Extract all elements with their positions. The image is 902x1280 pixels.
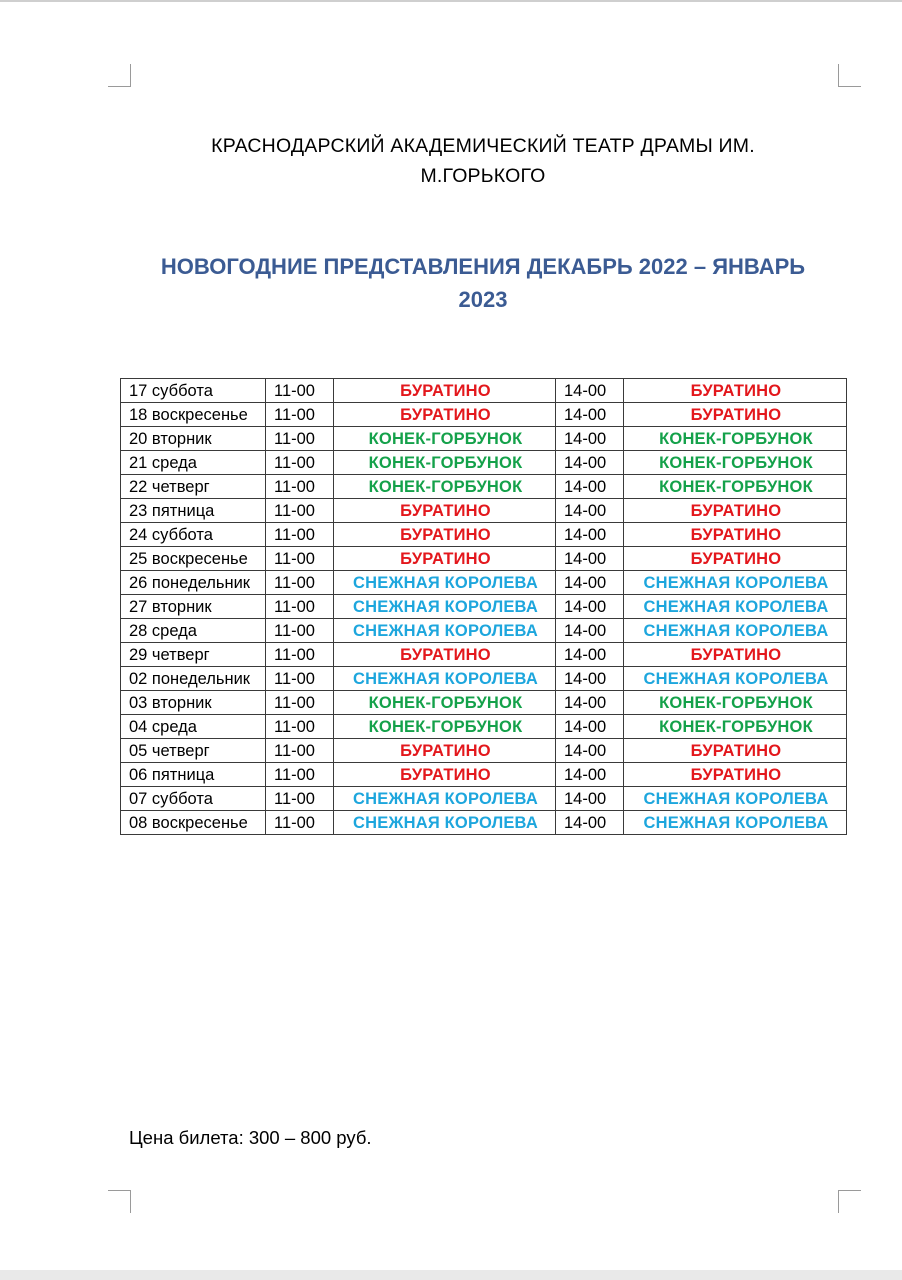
table-row <box>121 547 847 571</box>
table-row <box>121 451 847 475</box>
time-cell-morning: 11-00 <box>266 595 334 619</box>
show-cell-afternoon: БУРАТИНО <box>624 763 847 787</box>
show-cell-afternoon: СНЕЖНАЯ КОРОЛЕВА <box>624 787 847 811</box>
margin-mark-bottom-left <box>108 1190 131 1213</box>
time-cell-morning: 11-00 <box>266 667 334 691</box>
time-cell-afternoon: 14-00 <box>556 475 624 499</box>
time-cell-afternoon: 14-00 <box>556 427 624 451</box>
show-cell-afternoon: СНЕЖНАЯ КОРОЛЕВА <box>624 619 847 643</box>
show-cell-morning: БУРАТИНО <box>334 739 556 763</box>
show-cell-morning: СНЕЖНАЯ КОРОЛЕВА <box>334 667 556 691</box>
table-row <box>121 763 847 787</box>
time-cell-afternoon: 14-00 <box>556 619 624 643</box>
time-cell-morning: 11-00 <box>266 811 334 835</box>
show-cell-afternoon: БУРАТИНО <box>624 499 847 523</box>
time-cell-afternoon: 14-00 <box>556 739 624 763</box>
time-cell-morning: 11-00 <box>266 739 334 763</box>
show-cell-afternoon: БУРАТИНО <box>624 643 847 667</box>
show-cell-afternoon: БУРАТИНО <box>624 547 847 571</box>
table-row <box>121 739 847 763</box>
page-title-line2: 2023 <box>458 287 508 312</box>
table-row <box>121 643 847 667</box>
show-cell-morning: СНЕЖНАЯ КОРОЛЕВА <box>334 595 556 619</box>
show-cell-afternoon: БУРАТИНО <box>624 739 847 763</box>
table-row <box>121 475 847 499</box>
show-cell-afternoon: БУРАТИНО <box>624 379 847 403</box>
table-row <box>121 667 847 691</box>
table-row <box>121 691 847 715</box>
show-cell-morning: СНЕЖНАЯ КОРОЛЕВА <box>334 619 556 643</box>
time-cell-afternoon: 14-00 <box>556 547 624 571</box>
table-row <box>121 379 847 403</box>
time-cell-morning: 11-00 <box>266 379 334 403</box>
table-row <box>121 787 847 811</box>
margin-mark-bottom-right <box>838 1190 861 1213</box>
show-cell-afternoon: СНЕЖНАЯ КОРОЛЕВА <box>624 595 847 619</box>
margin-mark-top-left <box>108 64 131 87</box>
show-cell-afternoon: КОНЕК-ГОРБУНОК <box>624 715 847 739</box>
ticket-price: Цена билета: 300 – 800 руб. <box>129 1127 372 1148</box>
day-cell: 08 воскресенье <box>121 811 266 835</box>
day-cell: 23 пятница <box>121 499 266 523</box>
table-row <box>121 595 847 619</box>
day-cell: 28 среда <box>121 619 266 643</box>
show-cell-morning: КОНЕК-ГОРБУНОК <box>334 691 556 715</box>
show-cell-morning: БУРАТИНО <box>334 403 556 427</box>
show-cell-morning: БУРАТИНО <box>334 499 556 523</box>
table-row <box>121 523 847 547</box>
show-cell-afternoon: БУРАТИНО <box>624 523 847 547</box>
time-cell-afternoon: 14-00 <box>556 811 624 835</box>
time-cell-afternoon: 14-00 <box>556 667 624 691</box>
time-cell-morning: 11-00 <box>266 475 334 499</box>
day-cell: 02 понедельник <box>121 667 266 691</box>
time-cell-morning: 11-00 <box>266 643 334 667</box>
day-cell: 20 вторник <box>121 427 266 451</box>
schedule-table <box>120 378 847 835</box>
table-row <box>121 403 847 427</box>
time-cell-morning: 11-00 <box>266 403 334 427</box>
margin-mark-top-right <box>838 64 861 87</box>
show-cell-morning: БУРАТИНО <box>334 763 556 787</box>
day-cell: 17 суббота <box>121 379 266 403</box>
time-cell-afternoon: 14-00 <box>556 571 624 595</box>
table-row <box>121 571 847 595</box>
show-cell-afternoon: СНЕЖНАЯ КОРОЛЕВА <box>624 811 847 835</box>
show-cell-morning: БУРАТИНО <box>334 643 556 667</box>
time-cell-afternoon: 14-00 <box>556 451 624 475</box>
show-cell-afternoon: КОНЕК-ГОРБУНОК <box>624 427 847 451</box>
table-row <box>121 811 847 835</box>
day-cell: 22 четверг <box>121 475 266 499</box>
time-cell-morning: 11-00 <box>266 451 334 475</box>
show-cell-afternoon: СНЕЖНАЯ КОРОЛЕВА <box>624 667 847 691</box>
time-cell-afternoon: 14-00 <box>556 691 624 715</box>
table-row <box>121 715 847 739</box>
time-cell-afternoon: 14-00 <box>556 595 624 619</box>
time-cell-afternoon: 14-00 <box>556 499 624 523</box>
page-top-edge <box>0 0 902 2</box>
show-cell-morning: БУРАТИНО <box>334 379 556 403</box>
show-cell-morning: КОНЕК-ГОРБУНОК <box>334 475 556 499</box>
show-cell-afternoon: КОНЕК-ГОРБУНОК <box>624 475 847 499</box>
theatre-name-line1: КРАСНОДАРСКИЙ АКАДЕМИЧЕСКИЙ ТЕАТР ДРАМЫ ИМ. <box>211 135 755 157</box>
page-title <box>120 250 846 316</box>
day-cell: 07 суббота <box>121 787 266 811</box>
day-cell: 24 суббота <box>121 523 266 547</box>
show-cell-morning: СНЕЖНАЯ КОРОЛЕВА <box>334 787 556 811</box>
day-cell: 25 воскресенье <box>121 547 266 571</box>
time-cell-afternoon: 14-00 <box>556 643 624 667</box>
time-cell-morning: 11-00 <box>266 499 334 523</box>
theatre-name <box>140 131 826 191</box>
time-cell-morning: 11-00 <box>266 715 334 739</box>
day-cell: 04 среда <box>121 715 266 739</box>
time-cell-afternoon: 14-00 <box>556 523 624 547</box>
day-cell: 21 среда <box>121 451 266 475</box>
day-cell: 18 воскресенье <box>121 403 266 427</box>
show-cell-morning: СНЕЖНАЯ КОРОЛЕВА <box>334 571 556 595</box>
time-cell-afternoon: 14-00 <box>556 763 624 787</box>
time-cell-afternoon: 14-00 <box>556 787 624 811</box>
time-cell-afternoon: 14-00 <box>556 403 624 427</box>
show-cell-morning: КОНЕК-ГОРБУНОК <box>334 427 556 451</box>
day-cell: 06 пятница <box>121 763 266 787</box>
page-title-line1: НОВОГОДНИЕ ПРЕДСТАВЛЕНИЯ ДЕКАБРЬ 2022 – ЯНВАРЬ <box>160 254 806 279</box>
show-cell-morning: КОНЕК-ГОРБУНОК <box>334 451 556 475</box>
day-cell: 05 четверг <box>121 739 266 763</box>
time-cell-morning: 11-00 <box>266 427 334 451</box>
show-cell-afternoon: КОНЕК-ГОРБУНОК <box>624 691 847 715</box>
show-cell-afternoon: СНЕЖНАЯ КОРОЛЕВА <box>624 571 847 595</box>
show-cell-afternoon: БУРАТИНО <box>624 403 847 427</box>
time-cell-morning: 11-00 <box>266 787 334 811</box>
time-cell-morning: 11-00 <box>266 691 334 715</box>
table-row <box>121 499 847 523</box>
time-cell-morning: 11-00 <box>266 619 334 643</box>
show-cell-morning: КОНЕК-ГОРБУНОК <box>334 715 556 739</box>
table-row <box>121 427 847 451</box>
day-cell: 27 вторник <box>121 595 266 619</box>
theatre-name-line2: М.ГОРЬКОГО <box>420 165 546 187</box>
page-bottom-edge <box>0 1270 902 1280</box>
time-cell-morning: 11-00 <box>266 763 334 787</box>
time-cell-afternoon: 14-00 <box>556 715 624 739</box>
time-cell-morning: 11-00 <box>266 547 334 571</box>
table-row <box>121 619 847 643</box>
show-cell-morning: СНЕЖНАЯ КОРОЛЕВА <box>334 811 556 835</box>
time-cell-morning: 11-00 <box>266 571 334 595</box>
show-cell-morning: БУРАТИНО <box>334 523 556 547</box>
schedule-body <box>121 379 847 835</box>
time-cell-morning: 11-00 <box>266 523 334 547</box>
time-cell-afternoon: 14-00 <box>556 379 624 403</box>
day-cell: 26 понедельник <box>121 571 266 595</box>
day-cell: 03 вторник <box>121 691 266 715</box>
show-cell-morning: БУРАТИНО <box>334 547 556 571</box>
show-cell-afternoon: КОНЕК-ГОРБУНОК <box>624 451 847 475</box>
day-cell: 29 четверг <box>121 643 266 667</box>
